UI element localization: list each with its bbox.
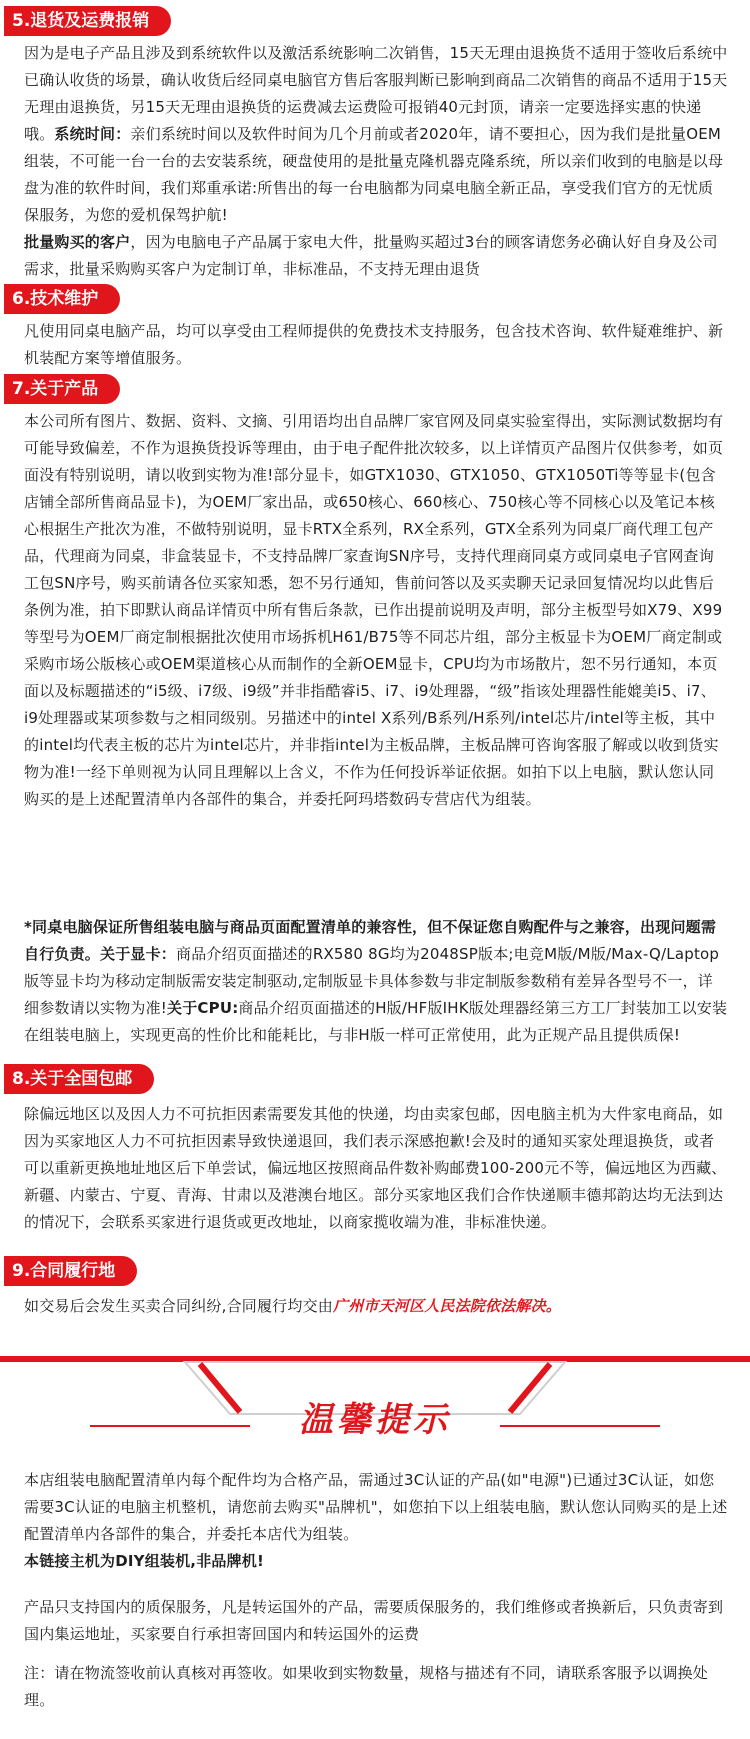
- body-text: ，因为电脑电子产品属于家电大件，批量购买超过3台的顾客请您务必确认好自身及公司需求，批量采购购买客户为定制订单，非标准品，不支持无理由退货: [24, 233, 718, 278]
- section-7-title: 7.关于产品: [4, 374, 120, 404]
- bold-text: 本链接主机为DIY组装机,非品牌机!: [24, 1552, 265, 1570]
- body-text: 本店组装电脑配置清单内每个配件均为合格产品，需通过3C认证的产品(如"电源")已通过3C认证，如您需要3C认证的电脑主机整机，请您前去购买"品牌机"，如您拍下以上组装电脑，默认您认同购买的是上述配置清单内各部件的集合，并委托本店代为组装。: [24, 1471, 728, 1543]
- section-5-para-2: [24, 229, 728, 283]
- body-text: 如交易后会发生买卖合同纠纷,合同履行均交由: [24, 1297, 333, 1315]
- section-6-title: 6.技术维护: [4, 284, 120, 314]
- body-text: 除偏远地区以及因人力不可抗拒因素需要发其他的快递，均由卖家包邮，因电脑主机为大件家电商品，如因为买家地区人力不可抗拒因素导致快递退回，我们表示深感抱歉!会及时的通知买家处理退换货，或者可以重新更换地址地区后下单尝试，偏远地区按照商品件数补购邮费100-200元不等，偏远地区为西藏、新疆、内蒙古、宁夏、青海、甘肃以及港澳台地区。部分买家地区我们合作快递顺丰德邦韵达均无法到达的情况下，会联系买家进行退货或更改地址，以商家揽收端为准，非标准快递。: [24, 1105, 727, 1231]
- body-text: 凡使用同桌电脑产品，均可以享受由工程师提供的免费技术支持服务，包含技术咨询、软件疑难维护、新机装配方案等增值服务。: [24, 322, 724, 367]
- tips-para-4: [24, 1660, 728, 1714]
- body-text: 亲们系统时间以及软件时间为几个月前或者2020年，请不要担心，因为我们是批量OEM组装，不可能一台一台的去安装系统，硬盘使用的是批量克隆机器克隆系统，所以亲们收到的电脑是以母盘为准的软件时间，我们郑重承诺:所售出的每一台电脑都为同桌电脑全新正品，享受我们官方的无忧质保服务，为您的爱机保驾护航!: [24, 125, 724, 224]
- section-8-para-1: [24, 1101, 728, 1236]
- section-8-title: 8.关于全国包邮: [4, 1064, 154, 1094]
- highlight-text: 广州市天河区人民法院依法解决。: [332, 1297, 561, 1315]
- section-9-para-1: [24, 1293, 728, 1320]
- bold-text: 系统时间：: [54, 125, 131, 143]
- body-text: 商品介绍页面描述的RX580 8G均为2048SP版本;电竞M版/M版/Max-Q/Laptop版等显卡均为移动定制版需安装定制驱动,定制版显卡具体参数与非定制版参数稍有差异各型号不一，详细参数请以实物为准!: [24, 945, 720, 1017]
- body-text: 注：请在物流签收前认真核对再签收。如果收到实物数量，规格与描述有不同，请联系客服予以调换处理。: [24, 1664, 709, 1709]
- tips-title: 温馨提示: [299, 1400, 451, 1440]
- tips-para-3: [24, 1594, 728, 1648]
- body-text: 本公司所有图片、数据、资料、文摘、引用语均出自品牌厂家官网及同桌实验室得出，实际测试数据均有可能导致偏差，不作为退换货投诉等理由，由于电子配件批次较多，以上详情页产品图片仅供参考，如页面没有特别说明，请以收到实物为准!部分显卡，如GTX1030、GTX1050、GTX1050Ti等等显卡(包含店铺全部所售商品显卡)，为OEM厂家出品，或650核心、660核心、750核心等不同核心以及笔记本核心根据生产批次为准，不做特别说明，显卡RTX全系列，RX全系列，GTX全系列为同桌厂商代理工包产品，代理商为同桌，非盒装显卡，不支持品牌厂家查询SN序号，支持代理商同桌方或同桌电子官网查询工包SN序号，购买前请各位买家知悉，恕不另行通知，售前问答以及买卖聊天记录回复情况均以此售后条例为准，拍下即默认商品详情页中所有售后条款，已作出提前说明及声明，部分主板型号如X79、X99等型号为OEM厂商定制根据批次使用市场拆机H61/B75等不同芯片组，部分主板显卡为OEM厂商定制或采购市场公版核心或OEM渠道核心从而制作的全新OEM显卡，CPU均为市场散片，恕不另行通知，本页面以及标题描述的“i5级、i7级、i9级”并非指酷睿i5、i7、i9处理器，“级”指该处理器性能媲美i5、i7、i9处理器或某项参数与之相同级别。另描述中的intel X系列/B系列/H系列/intel芯片/intel等主板，其中的intel均代表主板的芯片为intel芯片，并非指intel为主板品牌，主板品牌可咨询客服了解或以收到货实物为准!一经下单则视为认同且理解以上含义，不作为任何投诉举证依据。如拍下以上电脑，默认您认同购买的是上述配置清单内各部件的集合，并委托阿玛塔数码专营店代为组装。: [24, 412, 724, 808]
- section-7-para-2: [24, 914, 728, 1049]
- tips-para-1: [24, 1467, 728, 1548]
- body-text: 商品介绍页面描述的H版/HF版IHK版处理器经第三方工厂封装加工以安装在组装电脑上，实现更高的性价比和能耗比，与非H版一样可正常使用，此为正规产品且提供质保!: [24, 999, 728, 1044]
- body-text: 因为是电子产品且涉及到系统软件以及激活系统影响二次销售，15天无理由退换货不适用于签收后系统中已确认收货的场景，确认收货后经同桌电脑官方售后客服判断已影响到商品二次销售的商品不适用于15天无理由退换货，另15天无理由退换货的运费减去运费险可报销40元封顶，请亲一定要选择实惠的快递哦。: [24, 44, 728, 143]
- tips-para-2: [24, 1548, 728, 1575]
- bold-text: 批量购买的客户: [24, 233, 131, 251]
- section-7-para-1: [24, 408, 728, 813]
- bold-text: *同桌电脑保证所售组装电脑与商品页面配置清单的兼容性，但不保证您自购配件与之兼容，出现问题需自行负责。关于显卡：: [24, 918, 717, 963]
- body-text: 产品只支持国内的质保服务，凡是转运国外的产品，需要质保服务的，我们维修或者换新后，只负责寄到国内集运地址，买家要自行承担寄回国内和转运国外的运费: [24, 1598, 724, 1643]
- section-5-para-1: [24, 40, 728, 229]
- bold-text: 关于CPU:: [167, 999, 239, 1017]
- section-6-para-1: [24, 318, 728, 372]
- section-5-title: 5.退货及运费报销: [4, 6, 171, 36]
- section-9-title: 9.合同履行地: [4, 1256, 137, 1286]
